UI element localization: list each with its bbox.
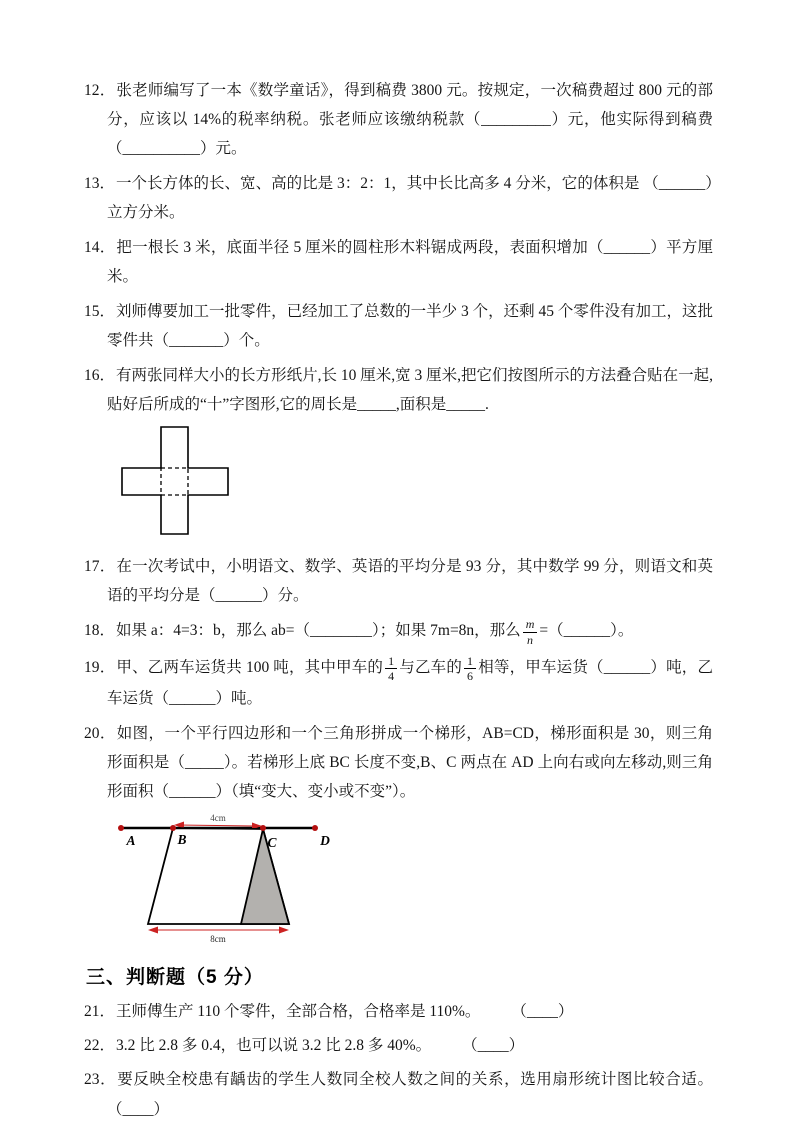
shaded-triangle <box>241 829 289 924</box>
fraction-1-over-4 <box>385 655 397 684</box>
question-19 <box>84 653 713 713</box>
question-23 <box>84 1065 713 1122</box>
fraction-numerator: 1 <box>464 655 476 669</box>
cross-outline <box>122 427 228 534</box>
question-17 <box>84 552 713 610</box>
point-C-dot <box>260 825 266 831</box>
fraction-denominator: 6 <box>467 669 474 684</box>
point-A-dot <box>118 825 124 831</box>
question-21 <box>84 997 713 1027</box>
question-15-text: 刘师傅要加工一批零件，已经加工了总数的一半少 3 个，还剩 45 个零件没有加工，这批零件共（_______）个。 <box>107 303 713 349</box>
question-13-text: 一个长方体的长、宽、高的比是 3：2：1，其中长比高多 4 分米，它的体积是 （______）立方分米。 <box>107 175 713 221</box>
question-20 <box>84 719 713 806</box>
fraction-numerator: m <box>523 618 538 632</box>
question-21-text: 王师傅生产 110 个零件，全部合格，合格率是 110%。 （____） <box>116 1002 574 1020</box>
dimension-arrow-4cm <box>178 825 258 826</box>
question-19-text-part1: 甲、乙两车运货共 100 吨，其中甲车的 <box>116 658 384 676</box>
question-14-text: 把一根长 3 米，底面半径 5 厘米的圆柱形木料锯成两段，表面积增加（______）平方厘米。 <box>107 239 713 285</box>
question-22-text: 3.2 比 2.8 多 0.4，也可以说 3.2 比 2.8 多 40%。 （____） <box>116 1036 525 1054</box>
question-21-number: 21． <box>84 1002 116 1020</box>
question-18-number: 18． <box>84 622 116 639</box>
question-19-text-part3: 相等，甲车运货（______）吨，乙车运货（______）吨。 <box>107 658 713 707</box>
question-13 <box>84 169 713 227</box>
section-heading-judgement: 三、判断题（5 分） <box>86 966 264 988</box>
question-22 <box>84 1031 713 1061</box>
question-15-number: 15． <box>84 303 116 320</box>
cross-figure-svg <box>120 425 232 537</box>
question-20-number: 20． <box>84 724 116 742</box>
question-19-text-part2: 与乙车的 <box>399 658 463 676</box>
question-17-number: 17． <box>84 558 116 575</box>
point-B-dot <box>170 825 176 831</box>
point-C-label: C <box>267 834 277 850</box>
question-14-number: 14． <box>84 239 116 256</box>
fraction-denominator: 4 <box>388 669 395 684</box>
question-16 <box>84 361 713 419</box>
dimension-label-8cm: 8cm <box>210 933 226 944</box>
question-18 <box>84 616 713 647</box>
question-23-number: 23． <box>84 1070 117 1088</box>
question-19-number: 19． <box>84 658 116 676</box>
question-12 <box>84 76 713 163</box>
question-13-number: 13． <box>84 175 116 192</box>
question-17-text: 在一次考试中，小明语文、数学、英语的平均分是 93 分，其中数学 99 分，则语文和英语的平均分是（______）分。 <box>107 558 713 604</box>
overlap-dashed-square <box>161 468 188 495</box>
trapezoid-figure-svg <box>110 812 340 947</box>
cross-overlap-figure <box>120 425 713 542</box>
fraction-1-over-6 <box>464 655 476 684</box>
question-22-number: 22． <box>84 1036 116 1054</box>
point-B-label: B <box>177 831 187 847</box>
arrowhead-left-8cm <box>148 926 158 933</box>
question-16-text: 有两张同样大小的长方形纸片,长 10 厘米,宽 3 厘米,把它们按图所示的方法叠合贴在一起,贴好后所成的“十”字图形,它的周长是_____,面积是_____. <box>107 367 713 413</box>
fraction-numerator: 1 <box>385 655 397 669</box>
question-15 <box>84 297 713 355</box>
question-18-text-part2: =（______）。 <box>539 622 634 639</box>
question-12-text: 张老师编写了一本《数学童话》，得到稿费 3800 元。按规定，一次稿费超过 800 元的部分，应该以 14%的税率纳税。张老师应该缴纳税款（_________）元，他实际得到稿费（__________）元。 <box>107 82 713 157</box>
arrowhead-right-8cm <box>279 926 289 933</box>
question-16-number: 16． <box>84 367 116 384</box>
question-20-text: 如图，一个平行四边形和一个三角形拼成一个梯形，AB=CD，梯形面积是 30，则三角形面积是（_____）。若梯形上底 BC 长度不变,B、C 两点在 AD 上向右或向左移动,则三角形面积（______）（填“变大、变小或不变”）。 <box>107 724 713 800</box>
point-A-label: A <box>126 832 136 848</box>
question-23-text: 要反映全校患有龋齿的学生人数同全校人数之间的关系，选用扇形统计图比较合适。（____） <box>107 1070 713 1118</box>
point-D-label: D <box>320 832 330 848</box>
fraction-denominator: n <box>527 632 534 647</box>
point-D-dot <box>312 825 318 831</box>
fraction-m-over-n <box>523 618 538 647</box>
trapezoid-figure <box>110 812 713 952</box>
dimension-label-4cm: 4cm <box>210 812 226 823</box>
question-18-text-part1: 如果 a：4=3：b，那么 ab=（________）；如果 7m=8n，那么 <box>116 622 521 639</box>
question-14 <box>84 233 713 291</box>
question-12-number: 12． <box>84 82 116 99</box>
